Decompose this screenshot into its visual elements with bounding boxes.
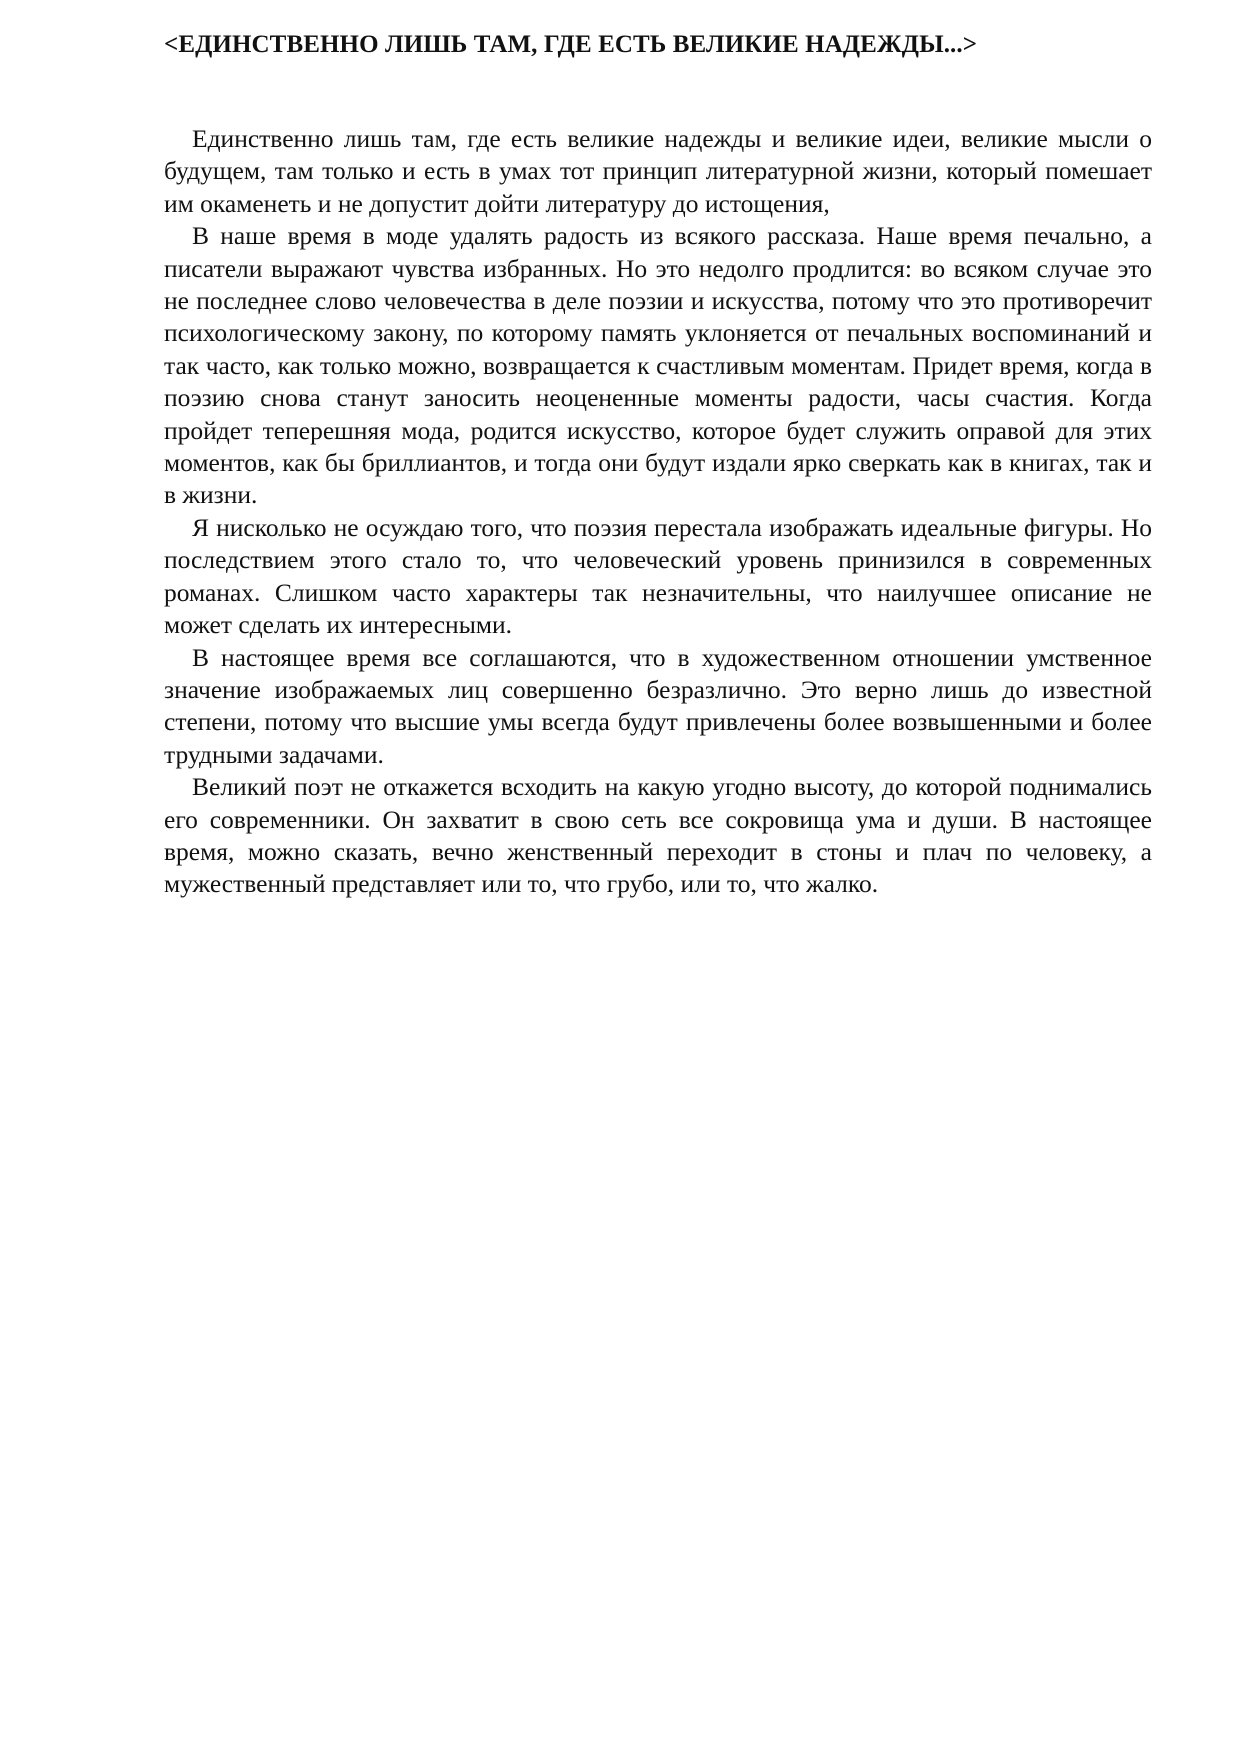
paragraph-4: В настоящее время все соглашаются, что в художественном отношении умственное значение изображаемых лиц совершенно безразлично. Это верно лишь до известной степени, потому что высшие умы всегда будут привлечены более возвышенными и более трудными задачами. — [164, 642, 1152, 769]
paragraph-1: Единственно лишь там, где есть великие надежды и великие идеи, великие мысли о будущем, там только и есть в умах тот принцип литературной жизни, который помешает им окаменеть и не допустит дойти литературу до истощения, — [164, 124, 1152, 218]
paragraph-3: Я нисколько не осуждаю того, что поэзия перестала изображать идеальные фигуры. Но последствием этого стало то, что человеческий уровень принизился в современных романах. Слишком часто характеры так незначительны, что наилучшее описание не может сделать их интересными. — [164, 512, 1152, 640]
paragraph-2: В наше время в моде удалять радость из всякого рассказа. Наше время печально, а писатели выражают чувства избранных. Но это недолго продлится: во всяком случае это не последнее слово человечества в деле поэзии и искусства, потому что это противоречит психологическому закону, по которому память уклоняется от печальных воспоминаний и так часто, как только можно, возвращается к счастливым моментам. Придет время, когда в поэзию снова станут заносить неоцененные моменты радости, часы счастия. Когда пройдет теперешняя мода, родится искусство, которое будет служить оправой для этих моментов, как бы бриллиантов, и тогда они будут издали ярко сверкать как в книгах, так и в жизни. — [164, 221, 1152, 510]
document-body — [164, 123, 1152, 901]
paragraph-5: Великий поэт не откажется всходить на какую угодно высоту, до которой поднимались его современники. Он захватит в свою сеть все сокровища ума и души. В настоящее время, можно сказать, вечно женственный переходит в стоны и плач по человеку, а мужественный представляет или то, что грубо, или то, что жалко. — [164, 772, 1152, 899]
document-title: <ЕДИНСТВЕННО ЛИШЬ ТАМ, ГДЕ ЕСТЬ ВЕЛИКИЕ НАДЕЖДЫ...> — [164, 31, 978, 58]
